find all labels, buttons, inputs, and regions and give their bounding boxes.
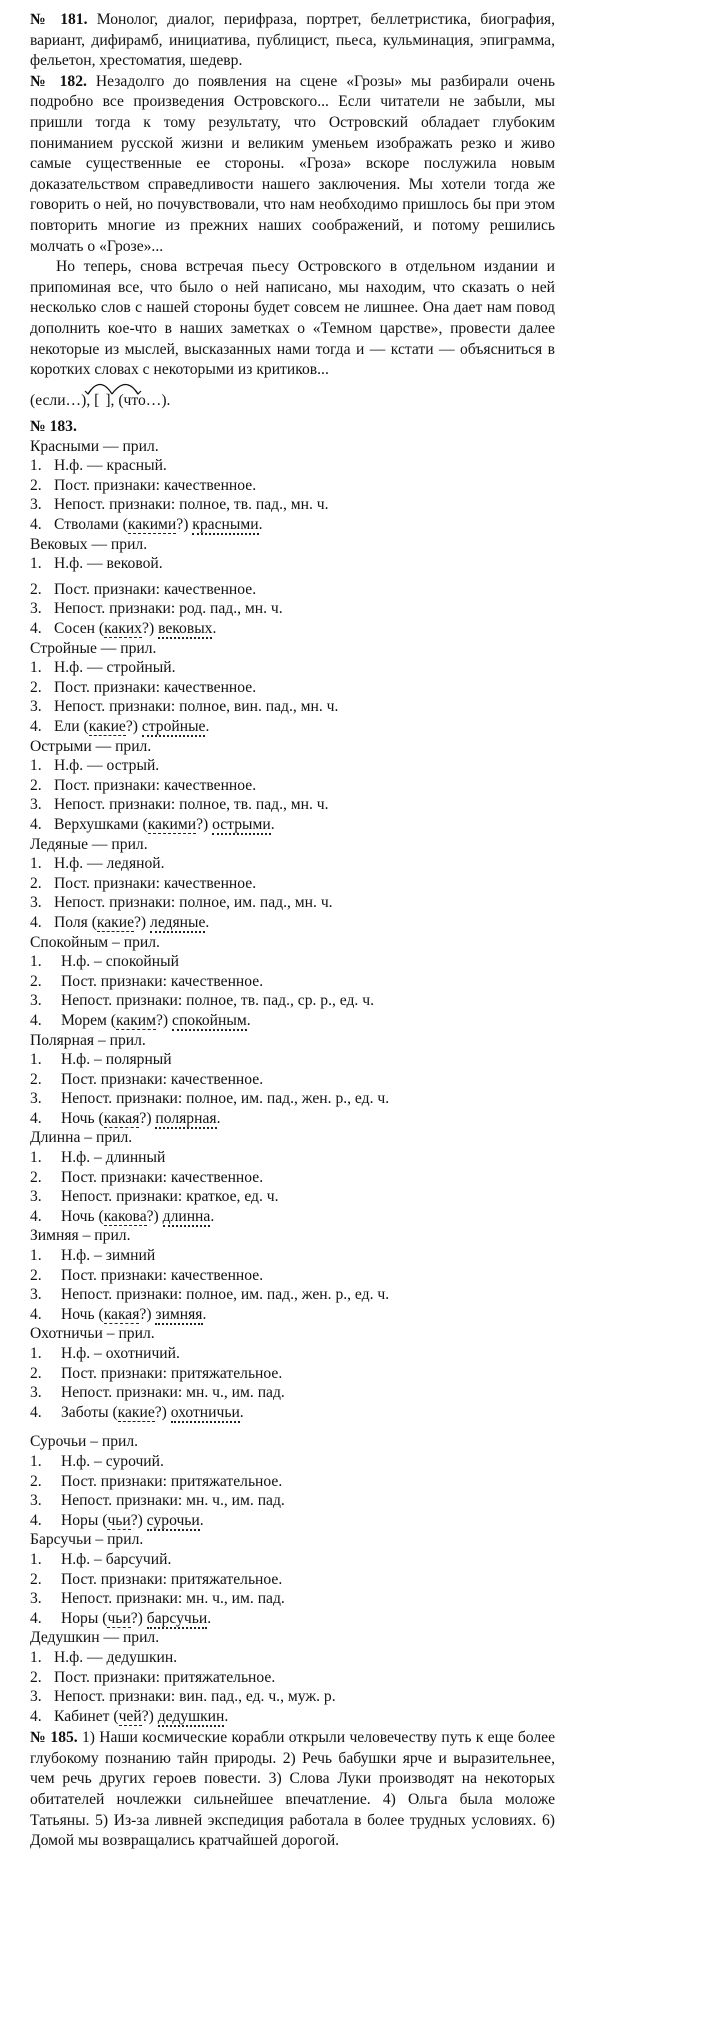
question-mark: ?)	[141, 1707, 158, 1725]
word-title: Ледяные — прил.	[30, 835, 148, 853]
step-text: Н.ф. – сурочий.	[61, 1452, 164, 1470]
example-noun: Верхушками (	[54, 815, 148, 833]
step-number: 1.	[30, 457, 42, 475]
analysis-step	[30, 756, 555, 776]
question-mark: ?)	[130, 1511, 147, 1529]
step-number: 2.	[30, 1266, 42, 1284]
step-number: 1.	[30, 1648, 42, 1666]
step-text	[54, 1707, 228, 1727]
example-adjective: красными	[192, 516, 259, 534]
step-text: Пост. признаки: качественное.	[61, 1168, 264, 1186]
analysis-step	[30, 1266, 555, 1286]
example-adjective: длинна	[162, 1207, 211, 1225]
end-punctuation: .	[205, 718, 210, 735]
step-number: 2.	[30, 1070, 42, 1088]
step-number: 4.	[30, 815, 42, 833]
analysis-step	[30, 1511, 555, 1531]
analysis-step	[30, 776, 555, 796]
word-title: Охотничьи – прил.	[30, 1325, 155, 1343]
step-text: Пост. признаки: притяжательное.	[61, 1570, 283, 1588]
exercise-182-paragraph-1	[30, 72, 555, 257]
example-noun: Стволами (	[54, 516, 128, 534]
step-number: 3.	[30, 1286, 42, 1304]
step-number: 2.	[30, 1472, 42, 1490]
step-text	[61, 1109, 220, 1129]
example-noun: Норы (	[61, 1511, 108, 1529]
question-mark: ?)	[142, 620, 159, 638]
end-punctuation: .	[210, 1207, 215, 1225]
example-adjective: спокойным	[172, 1011, 247, 1029]
question-word: каким	[115, 1011, 157, 1029]
step-number: 1.	[30, 1550, 42, 1568]
end-punctuation: .	[199, 1511, 204, 1529]
step-text	[61, 1207, 214, 1227]
sentence-scheme	[30, 383, 555, 409]
example-adjective: полярная	[155, 1109, 217, 1127]
analysis-step	[30, 1707, 555, 1727]
example-noun: Заботы (	[61, 1403, 118, 1421]
example-noun: Сосен (	[54, 620, 105, 638]
step-text: Н.ф. — стройный.	[54, 659, 176, 677]
analysis-step	[30, 1109, 555, 1129]
step-number: 4.	[30, 1403, 42, 1421]
step-number: 3.	[30, 1384, 42, 1402]
step-number: 4.	[30, 1207, 42, 1225]
end-punctuation: .	[202, 1305, 207, 1323]
exercise-text: Незадолго до появления на сцене «Грозы» мы разбирали очень подробно все произведения Островского... Если читатели не забыли, мы пришли тогда к тому результату, что Островский обладает глубоким пониманием русской жизни и великим уменьем изображать резко и живо самые существенные ее стороны. «Гроза» вскоре послужила новым доказательством справедливости нашего заключения. Мы хотели тогда же говорить о ней, но почувствовали, что нам необходимо пришлось бы при этом повторить многие из прежних наших соображений, и потому решились молчать о «Грозе»...	[30, 72, 555, 255]
exercise-181	[30, 10, 555, 72]
word-analysis	[30, 1432, 555, 1530]
question-mark: ?)	[130, 1609, 147, 1627]
step-number: 3.	[30, 698, 42, 716]
exercise-185	[30, 1728, 555, 1852]
end-punctuation: .	[212, 620, 217, 638]
analysis-step	[30, 495, 555, 515]
question-mark: ?)	[125, 718, 142, 735]
analysis-step	[30, 1187, 555, 1207]
exercise-183-heading: № 183.	[30, 417, 77, 435]
analysis-step	[30, 1285, 555, 1305]
example-noun: Ночь (	[61, 1109, 104, 1127]
example-noun: Морем (	[61, 1011, 116, 1029]
example-adjective: сурочьи	[146, 1511, 200, 1529]
word-title: Сурочьи – прил.	[30, 1433, 139, 1451]
step-text: Пост. признаки: качественное.	[54, 476, 257, 494]
exercise-number: № 185.	[30, 1729, 78, 1747]
step-number: 3.	[30, 1688, 42, 1706]
step-number: 2.	[30, 972, 42, 990]
analysis-step	[30, 1168, 555, 1188]
word-analysis	[30, 437, 555, 535]
analysis-step	[30, 1070, 555, 1090]
step-number: 1.	[30, 555, 42, 573]
analysis-step	[30, 1609, 555, 1629]
analysis-step	[30, 1305, 555, 1325]
step-number: 4.	[30, 913, 42, 931]
end-punctuation: .	[205, 913, 210, 931]
word-analysis	[30, 535, 555, 639]
analysis-step	[30, 1668, 555, 1688]
end-punctuation: .	[216, 1109, 221, 1127]
step-number: 1.	[30, 1051, 42, 1069]
word-analysis	[30, 933, 555, 1031]
analysis-step	[30, 456, 555, 476]
step-text: Пост. признаки: качественное.	[54, 874, 257, 892]
scheme-part-right: ], (что…).	[105, 391, 171, 409]
step-text: Н.ф. — острый.	[54, 757, 160, 775]
analysis-step	[30, 1589, 555, 1609]
step-text: Н.ф. — дедушкин.	[54, 1648, 178, 1666]
analysis-step	[30, 893, 555, 913]
exercise-number: № 181.	[30, 11, 88, 28]
step-text	[61, 1609, 211, 1629]
question-word: какая	[103, 1305, 140, 1323]
example-adjective: стройные	[141, 718, 206, 735]
step-text: Н.ф. – полярный	[61, 1051, 172, 1069]
question-mark: ?)	[139, 1305, 156, 1323]
step-number: 4.	[30, 1511, 42, 1529]
example-noun: Ночь (	[61, 1207, 104, 1225]
end-punctuation: .	[207, 1609, 212, 1627]
example-noun: Норы (	[61, 1609, 108, 1627]
example-noun: Поля (	[54, 913, 97, 931]
analysis-step	[30, 952, 555, 972]
example-adjective: острыми	[212, 815, 271, 833]
step-text: Пост. признаки: качественное.	[61, 1070, 264, 1088]
step-number: 3.	[30, 1188, 42, 1206]
step-number: 3.	[30, 992, 42, 1010]
step-text	[54, 717, 209, 737]
example-noun: Ели (	[54, 718, 89, 735]
example-adjective: зимняя	[155, 1305, 203, 1323]
question-word: какие	[88, 718, 126, 735]
analysis-step	[30, 1364, 555, 1384]
question-word: чьи	[107, 1511, 131, 1529]
step-text: Пост. признаки: качественное.	[61, 972, 264, 990]
step-text	[61, 1305, 206, 1325]
end-punctuation: .	[224, 1707, 229, 1725]
analysis-step	[30, 554, 555, 574]
step-text: Пост. признаки: притяжательное.	[61, 1472, 283, 1490]
analysis-step	[30, 1207, 555, 1227]
word-analysis	[30, 1128, 555, 1226]
step-text: Непост. признаки: полное, тв. пад., мн. ч.	[54, 496, 329, 514]
step-text: Непост. признаки: мн. ч., им. пад.	[61, 1492, 285, 1510]
step-number: 2.	[30, 678, 42, 696]
step-number: 4.	[30, 718, 42, 735]
end-punctuation: .	[246, 1011, 251, 1029]
question-mark: ?)	[196, 815, 213, 833]
analysis-step	[30, 913, 555, 933]
step-text: Н.ф. – длинный	[61, 1149, 166, 1167]
example-adjective: дедушкин	[157, 1707, 225, 1725]
word-analysis	[30, 1628, 555, 1726]
analysis-step	[30, 854, 555, 874]
analysis-step	[30, 580, 555, 600]
step-text: Н.ф. – зимний	[61, 1247, 156, 1265]
step-number: 1.	[30, 1345, 42, 1362]
step-text: Непост. признаки: полное, им. пад., жен. р., ед. ч.	[61, 1286, 390, 1304]
exercise-text: Монолог, диалог, перифраза, портрет, беллетристика, биография, вариант, дифирамб, инициатива, публицист, пьеса, кульминация, эпиграмма, фельетон, хрестоматия, шедевр.	[30, 11, 555, 70]
analysis-step	[30, 1491, 555, 1511]
analysis-step	[30, 991, 555, 1011]
step-text	[61, 1011, 251, 1031]
analysis-step	[30, 1089, 555, 1109]
analysis-step	[30, 795, 555, 815]
textbook-page	[30, 10, 555, 1852]
analysis-step	[30, 1550, 555, 1570]
question-word: каких	[104, 620, 143, 638]
analysis-step	[30, 717, 555, 737]
question-mark: ?)	[134, 913, 151, 931]
step-text: Пост. признаки: качественное.	[54, 776, 257, 794]
analysis-step	[30, 1050, 555, 1070]
scheme-part-left: (если…), [	[30, 391, 100, 409]
analysis-step	[30, 1383, 555, 1403]
question-mark: ?)	[156, 1011, 173, 1029]
analysis-step	[30, 1148, 555, 1168]
step-number: 1.	[30, 757, 42, 775]
word-title: Полярная – прил.	[30, 1031, 146, 1049]
step-number: 3.	[30, 1090, 42, 1108]
analysis-step	[30, 1648, 555, 1668]
question-mark: ?)	[146, 1207, 163, 1225]
step-text	[54, 815, 275, 835]
word-title: Барсучьи – прил.	[30, 1531, 144, 1549]
word-title: Вековых — прил.	[30, 535, 148, 553]
end-punctuation: .	[270, 815, 275, 833]
word-analysis	[30, 639, 555, 737]
example-noun: Кабинет (	[54, 1707, 119, 1725]
step-number: 2.	[30, 1168, 42, 1186]
analysis-step	[30, 697, 555, 717]
step-text: Пост. признаки: качественное.	[54, 580, 257, 598]
question-word: чей	[118, 1707, 142, 1725]
step-number: 2.	[30, 776, 42, 794]
analysis-step	[30, 972, 555, 992]
step-text: Непост. признаки: полное, им. пад., жен. р., ед. ч.	[61, 1090, 390, 1108]
example-noun: Ночь (	[61, 1305, 104, 1323]
end-punctuation: .	[258, 516, 263, 534]
step-text: Пост. признаки: качественное.	[61, 1266, 264, 1284]
step-number: 2.	[30, 580, 42, 598]
word-title: Длинна – прил.	[30, 1129, 133, 1147]
step-number: 2.	[30, 1570, 42, 1588]
step-text: Н.ф. — ледяной.	[54, 855, 165, 873]
step-number: 1.	[30, 1452, 42, 1470]
analysis-step	[30, 1344, 555, 1364]
analysis-step	[30, 874, 555, 894]
step-text: Непост. признаки: полное, им. пад., мн. ч.	[54, 894, 333, 912]
question-word: какие	[117, 1403, 155, 1421]
example-adjective: вековых	[158, 620, 213, 638]
analysis-step	[30, 658, 555, 678]
step-number: 1.	[30, 659, 42, 677]
step-text: Н.ф. – барсучий.	[61, 1550, 172, 1568]
step-number: 2.	[30, 1668, 42, 1686]
step-number: 4.	[30, 1011, 42, 1029]
step-number: 1.	[30, 1247, 42, 1265]
step-text: Пост. признаки: притяжательное.	[61, 1364, 283, 1382]
step-number: 3.	[30, 496, 42, 514]
exercise-text: 1) Наши космические корабли открыли человечеству путь к еще более глубокому познанию тайн природы. 2) Речь бабушки ярче и выразительнее, чем речь других героев повести. 3) Слова Луки производят на некоторых обитателей ночлежки сильнейшее впечатление. 4) Ольга была моложе Татьяны. 5) Из-за ливней экспедиция работала в более трудных условиях. 6) Домой мы возвращались кратчайшей дорогой.	[30, 1729, 555, 1850]
analysis-step	[30, 515, 555, 535]
step-text: Непост. признаки: род. пад., мн. ч.	[54, 600, 283, 618]
analysis-step	[30, 1403, 555, 1423]
step-text	[54, 515, 262, 535]
step-number: 3.	[30, 894, 42, 912]
question-mark: ?)	[139, 1109, 156, 1127]
word-analysis	[30, 1324, 555, 1422]
word-title: Красными — прил.	[30, 437, 159, 455]
word-analysis	[30, 737, 555, 835]
question-word: какими	[127, 516, 177, 534]
step-number: 4.	[30, 620, 42, 638]
end-punctuation: .	[239, 1403, 244, 1421]
word-title: Дедушкин — прил.	[30, 1629, 160, 1647]
step-number: 3.	[30, 1492, 42, 1510]
question-mark: ?)	[154, 1403, 171, 1421]
question-word: какими	[147, 815, 197, 833]
word-title: Стройные — прил.	[30, 639, 157, 657]
step-text	[54, 913, 209, 933]
step-number: 2.	[30, 1364, 42, 1382]
analysis-step	[30, 1452, 555, 1472]
step-text: Н.ф. – спокойный	[61, 953, 179, 971]
step-text: Пост. признаки: качественное.	[54, 678, 257, 696]
scheme-formula	[30, 391, 170, 411]
step-text: Непост. признаки: полное, тв. пад., ср. р., ед. ч.	[61, 992, 374, 1010]
step-text: Непост. признаки: мн. ч., им. пад.	[61, 1384, 285, 1402]
analysis-step	[30, 1570, 555, 1590]
analysis-step	[30, 678, 555, 698]
step-text: Н.ф. – охотничий.	[61, 1345, 180, 1362]
step-text	[61, 1511, 204, 1531]
analysis-step	[30, 1011, 555, 1031]
question-word: какие	[96, 913, 135, 931]
word-title: Острыми — прил.	[30, 737, 152, 755]
question-word: чьи	[107, 1609, 131, 1627]
example-adjective: ледяные	[150, 913, 206, 931]
step-text: Непост. признаки: краткое, ед. ч.	[61, 1188, 279, 1206]
step-number: 3.	[30, 600, 42, 618]
word-title: Спокойным – прил.	[30, 933, 160, 951]
word-analysis	[30, 1226, 555, 1324]
word-analysis	[30, 1530, 555, 1628]
step-text: Пост. признаки: притяжательное.	[54, 1668, 276, 1686]
step-text: Непост. признаки: вин. пад., ед. ч., муж. р.	[54, 1688, 336, 1706]
analysis-step	[30, 476, 555, 496]
step-number: 3.	[30, 1590, 42, 1608]
step-text: Н.ф. — вековой.	[54, 555, 163, 573]
step-number: 1.	[30, 953, 42, 971]
step-number: 1.	[30, 855, 42, 873]
step-number: 2.	[30, 476, 42, 494]
analysis-step	[30, 1246, 555, 1266]
word-analysis	[30, 835, 555, 933]
step-number: 2.	[30, 874, 42, 892]
step-number: 3.	[30, 796, 42, 814]
question-word: какова	[103, 1207, 147, 1225]
step-text: Н.ф. — красный.	[54, 457, 167, 475]
step-number: 1.	[30, 1149, 42, 1167]
step-number: 4.	[30, 1109, 42, 1127]
step-text: Непост. признаки: полное, тв. пад., мн. ч.	[54, 796, 329, 814]
step-number: 4.	[30, 1707, 42, 1725]
analysis-step	[30, 815, 555, 835]
exercise-text: Но теперь, снова встречая пьесу Островского в отдельном издании и припоминая все, что было о ней написано, мы находим, что сказать о ней несколько слов с нашей стороны будет совсем не лишнее. Она дает нам повод дополнить кое-что в наших заметках о «Темном царстве», провести далее некоторые из мыслей, высказанных нами тогда и — кстати — объясниться в коротких словах с некоторыми из критиков...	[30, 258, 555, 379]
analysis-step	[30, 619, 555, 639]
example-adjective: барсучьи	[146, 1609, 208, 1627]
step-text: Непост. признаки: мн. ч., им. пад.	[61, 1590, 285, 1608]
step-number: 4.	[30, 516, 42, 534]
question-mark: ?)	[176, 516, 193, 534]
step-text	[54, 619, 216, 639]
exercise-183-entries	[30, 437, 555, 1727]
step-text	[61, 1403, 244, 1423]
example-adjective: охотничьи	[170, 1403, 240, 1421]
exercise-number: № 182.	[30, 72, 87, 90]
exercise-182-paragraph-2	[30, 257, 555, 381]
question-word: какая	[103, 1109, 140, 1127]
word-title: Зимняя – прил.	[30, 1227, 131, 1245]
step-text: Непост. признаки: полное, вин. пад., мн. ч.	[54, 698, 339, 716]
analysis-step	[30, 1472, 555, 1492]
word-analysis	[30, 1031, 555, 1129]
analysis-step	[30, 599, 555, 619]
step-number: 4.	[30, 1609, 42, 1627]
analysis-step	[30, 1687, 555, 1707]
step-number: 4.	[30, 1305, 42, 1323]
